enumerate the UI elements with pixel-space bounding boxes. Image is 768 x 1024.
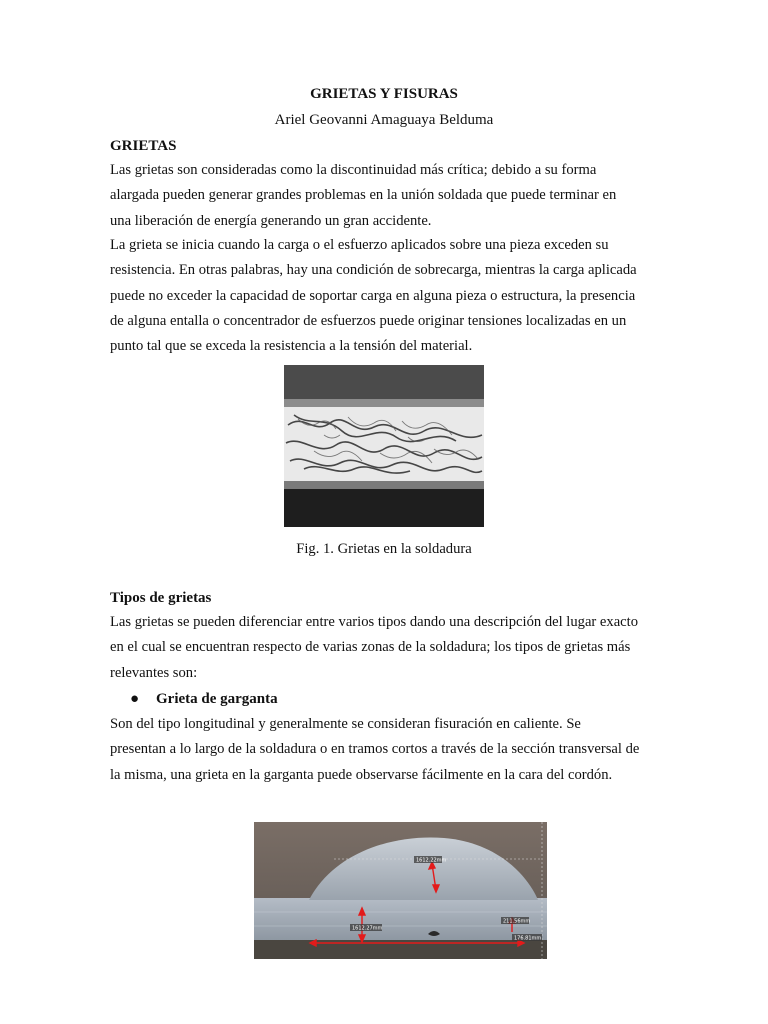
measurement-label-4: 176.81mm: [514, 935, 542, 942]
weld-cracks-image: [284, 365, 484, 527]
measurement-label-3: 211.56mm: [503, 918, 531, 925]
section-heading-grietas: GRIETAS: [110, 138, 177, 154]
document-title: GRIETAS Y FISURAS: [310, 86, 458, 102]
paragraph-grietas-inicio: La grieta se inicia cuando la carga o el esfuerzo aplicados sobre una pieza exceden su resistencia. En otras palabras, hay una condición de sobrecarga, mientras la carga aplicada puede no exceder la capacidad de soportar carga en alguna pieza o estructura, la presencia de alguna entalla o concentrador de esfuerzos puede originar tensiones localizadas en un punto tal que se exceda la resistencia a la tensión del material.: [110, 237, 637, 355]
figure1-caption: Fig. 1. Grietas en la soldadura: [296, 541, 472, 557]
document-author: Ariel Geovanni Amaguaya Belduma: [274, 112, 494, 128]
paragraph-grietas-intro: Las grietas son consideradas como la discontinuidad más crítica; debido a su forma alargada pueden generar grandes problemas en la unión soldada que puede terminar en una liberación de energía generando un gran accidente.: [110, 162, 617, 229]
section-heading-tipos: Tipos de grietas: [110, 590, 212, 606]
bullet-label: Grieta de garganta: [156, 691, 278, 707]
bullet-dot-icon: ●: [130, 691, 140, 707]
paragraph-garganta: Son del tipo longitudinal y generalmente se consideran fisuración en caliente. Se presentan a lo largo de la soldadura o en tramos cortos a través de la sección transversal de la misma, una grieta en la garganta puede observarse fácilmente en la cara del cordón.: [110, 716, 640, 783]
weld-cross-section-image: [254, 822, 547, 959]
paragraph-tipos-intro: Las grietas se pueden diferenciar entre varios tipos dando una descripción del lugar exacto en el cual se encuentran respecto de varias zonas de la soldadura; los tipos de grietas más relevantes son:: [110, 614, 639, 681]
bullet-grieta-garganta: [130, 689, 278, 709]
measurement-label-2: 1612.27mm: [352, 925, 383, 932]
measurement-label-1: 1612.22mm: [416, 857, 447, 864]
